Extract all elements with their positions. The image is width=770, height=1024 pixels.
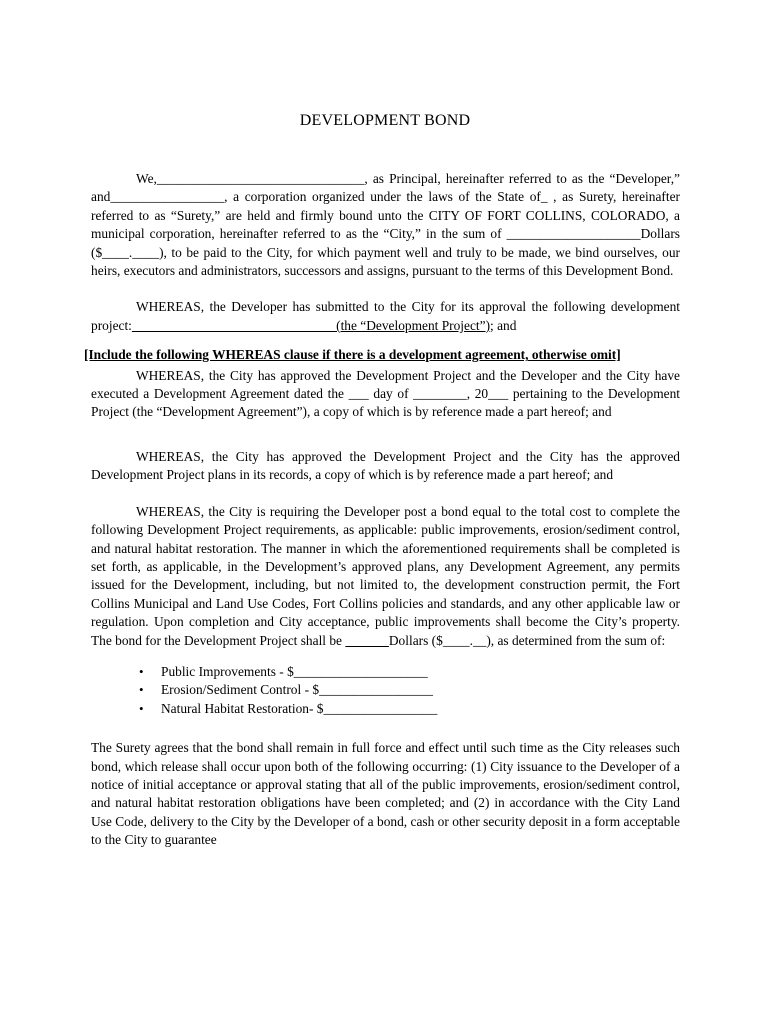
whereas-bond-text: WHEREAS, the City is requiring the Developer post a bond equal to the total cost to complete the following Development Project requirements, as applicable: public improvements, erosion/sediment control, and natural habitat restoration. The manner in which the aforementioned requirements shall be completed is set forth, as applicable, in the Development’s approved plans, any Development Agreement, any permits issued for the Development, including, but not limited to, the development construction permit, the Fort Collins Municipal and Land Use Codes, Fort Collins policies and standards, and any other applicable law or regulation. Upon completion and City acceptance, public improvements shall become the City’s property. The bond for the Development Project shall be bbox=[91, 503, 680, 648]
whereas-agreement-paragraph: WHEREAS, the City has approved the Development Project and the Developer and the City have executed a Development Agreement dated the ___ day of ________, 20___ pertaining to the Development Project (the “Development Agreement”), a copy of which is by reference made a part hereof; and bbox=[91, 367, 680, 420]
bullet-icon: • bbox=[139, 700, 144, 716]
whereas-development-project-paragraph bbox=[91, 298, 680, 335]
bullet-icon: • bbox=[139, 682, 144, 698]
list-item-text: Public Improvements - $____________________ bbox=[161, 663, 428, 679]
whereas-plans-paragraph: WHEREAS, the City has approved the Development Project and the City has the approved Development Project plans in its records, a copy of which is by reference made a part hereof; and bbox=[91, 448, 680, 483]
whereas-bond-tail: Dollars ($____.__), as determined from the sum of: bbox=[388, 632, 666, 648]
list-item bbox=[139, 681, 680, 699]
bond-amount-blank bbox=[345, 633, 389, 648]
whereas-development-project-tail: ; and bbox=[490, 317, 517, 333]
list-item-text: Natural Habitat Restoration- $_________________ bbox=[161, 700, 438, 716]
bullet-icon: • bbox=[139, 663, 144, 679]
instruction-note: [Include the following WHEREAS clause if there is a development agreement, otherwise omit] bbox=[84, 347, 621, 363]
whereas-development-project-text: WHEREAS, the Developer has submitted to the City for its approval the following development project: bbox=[91, 299, 680, 333]
list-item bbox=[139, 663, 680, 681]
principal-paragraph: We,_______________________________, as Principal, hereinafter referred to as the “Developer,” and_________________, a corporation organized under the laws of the State of_ , as Surety, hereinafter referred to as “Surety,” are held and firmly bound unto the CITY OF FORT COLLINS, COLORADO, a municipal corporation, hereinafter referred to as the “City,” in the sum of ____________________Dollars ($____.____), to be paid to the City, for which payment well and truly to be made, we bind ourselves, our heirs, executors and administrators, successors and assigns, pursuant to the terms of this Development Bond. bbox=[91, 171, 680, 279]
document-body bbox=[84, 170, 680, 850]
list-item bbox=[139, 700, 680, 718]
list-item-text: Erosion/Sediment Control - $_________________ bbox=[161, 682, 433, 698]
development-project-blank: (the “Development Project”) bbox=[131, 317, 491, 333]
surety-paragraph: The Surety agrees that the bond shall remain in full force and effect until such time as the City releases such bond, which release shall occur upon both of the following occurring: (1) City issuance to the Developer of a notice of initial acceptance or approval stating that all of the public improvements, erosion/sediment control, and natural habitat restoration obligations have been completed; and (2) in accordance with the City Land Use Code, delivery to the City by the Developer of a bond, cash or other security deposit in a form acceptable to the City to guarantee bbox=[91, 740, 680, 848]
whereas-bond-paragraph bbox=[91, 503, 680, 650]
bond-items-list bbox=[91, 663, 680, 718]
document-title: DEVELOPMENT BOND bbox=[299, 112, 471, 129]
